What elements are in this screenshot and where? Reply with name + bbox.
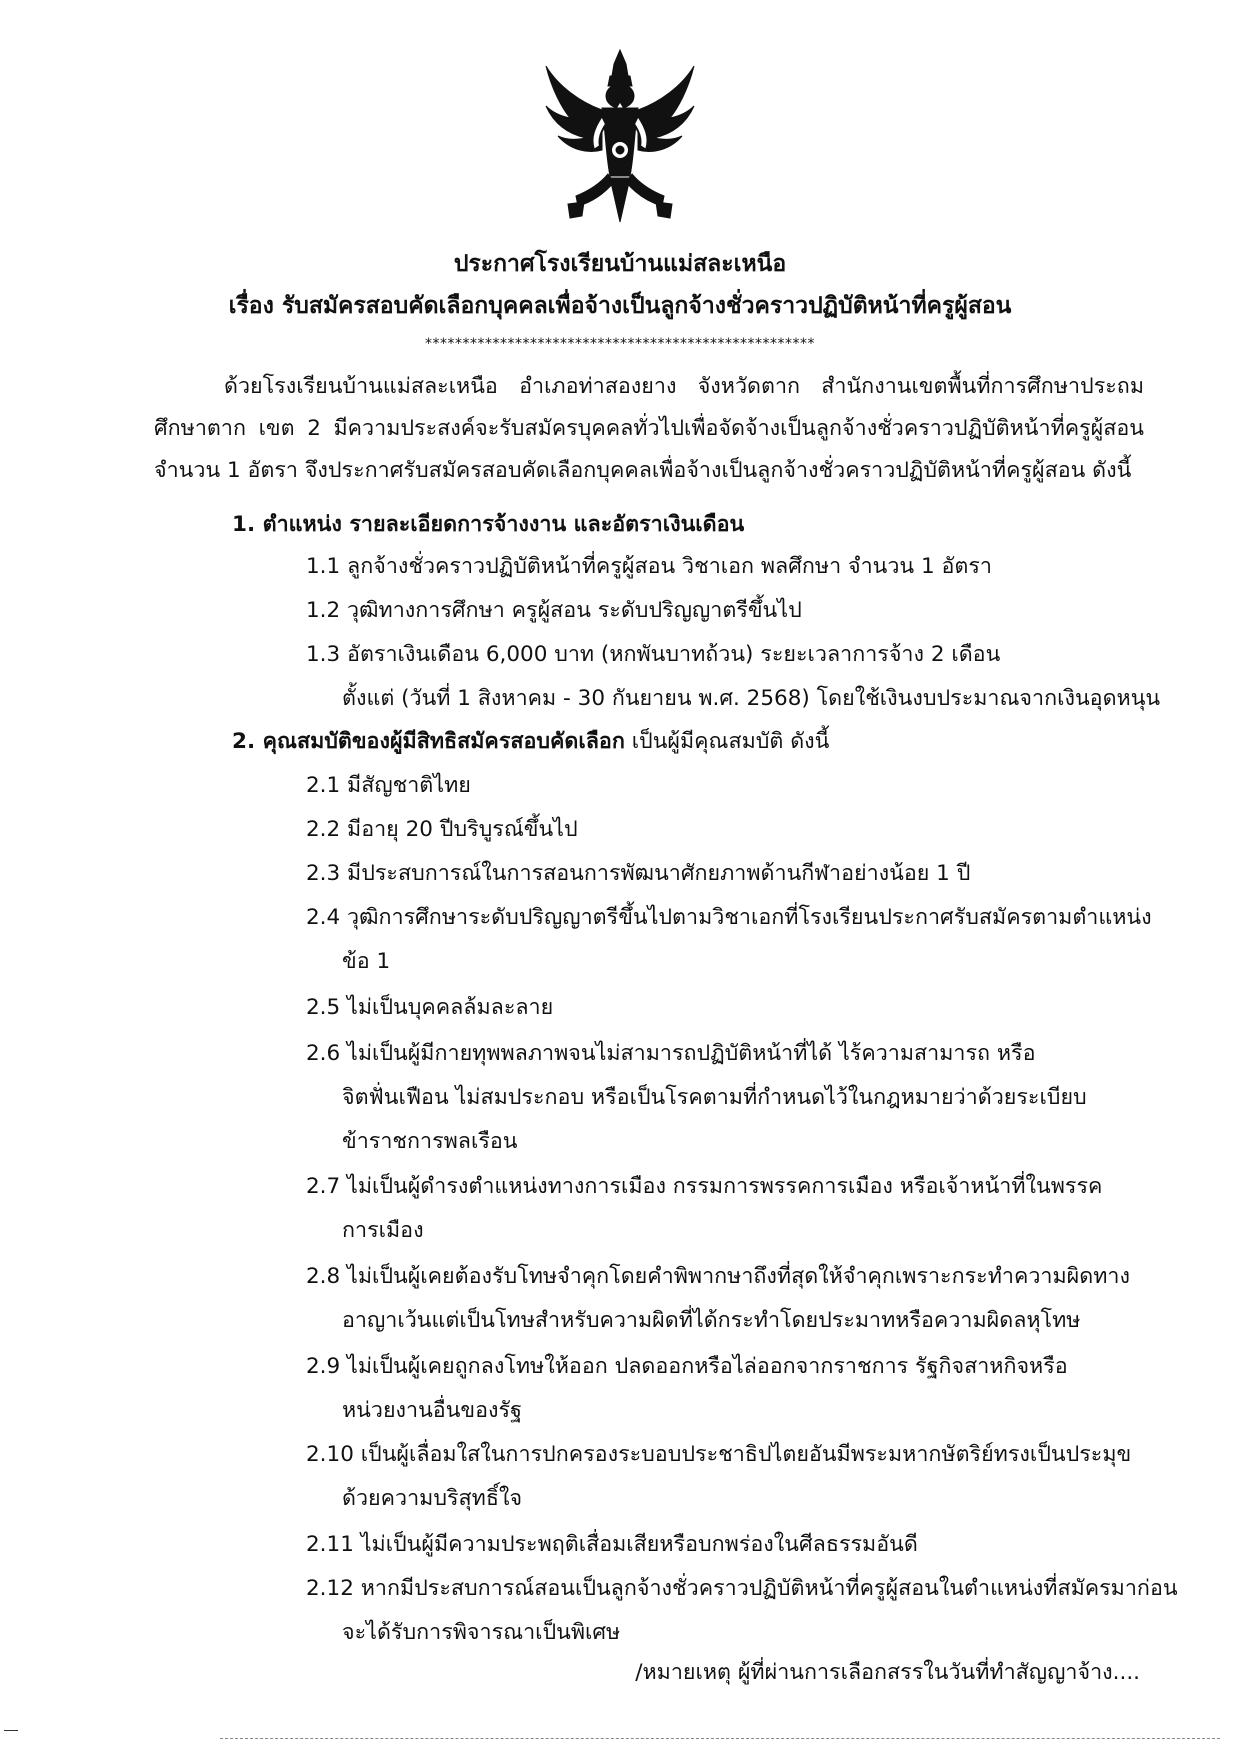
qualification-line: 2.12 หากมีประสบการณ์สอนเป็นลูกจ้างชั่วคราวปฏิบัติหน้าที่ครูผู้สอนในตำแหน่งที่สมัครมาก่อน: [306, 1576, 1178, 1601]
qualification-line: 2.6 ไม่เป็นผู้มีกายทุพพลภาพจนไม่สามารถปฏิบัติหน้าที่ได้ ไร้ความสามารถ หรือ: [306, 1041, 1036, 1066]
garuda-emblem-icon: [540, 46, 700, 226]
qualification-line-continued: ข้าราชการพลเรือน: [342, 1129, 518, 1154]
qualification-line-continued: จิตฟั่นเฟือน ไม่สมประกอบ หรือเป็นโรคตามที่กำหนดไว้ในกฎหมายว่าด้วยระเบียบ: [342, 1085, 1087, 1110]
qualification-line-continued: หน่วยงานอื่นของรัฐ: [342, 1398, 522, 1423]
section-2-heading: [232, 727, 829, 757]
qualification-line-continued: การเมือง: [342, 1218, 424, 1243]
announcement-subject: เรื่อง รับสมัครสอบคัดเลือกบุคคลเพื่อจ้างเป็นลูกจ้างชั่วคราวปฏิบัติหน้าที่ครูผู้สอน: [228, 293, 1012, 319]
section-2-heading-rest: เป็นผู้มีคุณสมบัติ ดังนี้: [624, 729, 830, 754]
qualification-line: 2.9 ไม่เป็นผู้เคยถูกลงโทษให้ออก ปลดออกหรือไล่ออกจากราชการ รัฐกิจสาหกิจหรือ: [306, 1354, 1068, 1379]
qualification-line-continued: จะได้รับการพิจารณาเป็นพิเศษ: [342, 1620, 621, 1645]
separator-line: ****************************************************: [425, 336, 815, 352]
page-bottom-rule: [220, 1738, 1220, 1739]
edge-mark: [4, 1730, 18, 1731]
section-1-item: 1.2 วุฒิทางการศึกษา ครูผู้สอน ระดับปริญญาตรีขึ้นไป: [306, 598, 802, 623]
qualification-line: 2.10 เป็นผู้เลื่อมใสในการปกครองระบอบประชาธิปไตยอันมีพระมหากษัตริย์ทรงเป็นประมุข: [306, 1442, 1132, 1467]
qualification-line: 2.7 ไม่เป็นผู้ดำรงตำแหน่งทางการเมือง กรรมการพรรคการเมือง หรือเจ้าหน้าที่ในพรรค: [306, 1174, 1103, 1199]
intro-text: ด้วยโรงเรียนบ้านแม่สละเหนือ อำเภอท่าสองยาง จังหวัดตาก สำนักงานเขตพื้นที่การศึกษาประถมศึกษาตาก เขต 2 มีความประสงค์จะรับสมัครบุคคลทั่วไปเพื่อจัดจ้างเป็นลูกจ้างชั่วคราวปฏิบัติหน้าที่ครูผู้สอน จำนวน 1 อัตรา จึงประกาศรับสมัครสอบคัดเลือกบุคคลเพื่อจ้างเป็นลูกจ้างชั่วคราวปฏิบัติหน้าที่ครูผู้สอน ดังนี้: [154, 374, 1144, 483]
section-1-item: 1.1 ลูกจ้างชั่วคราวปฏิบัติหน้าที่ครูผู้สอน วิชาเอก พลศึกษา จำนวน 1 อัตรา: [306, 554, 992, 579]
qualification-line-continued: อาญาเว้นแต่เป็นโทษสำหรับความผิดที่ได้กระทำโดยประมาทหรือความผิดลหุโทษ: [342, 1308, 1081, 1333]
footer-note: /หมายเหตุ ผู้ที่ผ่านการเลือกสรรในวันที่ทำสัญญาจ้าง....: [635, 1660, 1140, 1685]
section-2-heading-bold: 2. คุณสมบัติของผู้มีสิทธิสมัครสอบคัดเลือก: [232, 729, 625, 754]
qualification-line: 2.4 วุฒิการศึกษาระดับปริญญาตรีขึ้นไปตามวิชาเอกที่โรงเรียนประกาศรับสมัครตามตำแหน่ง: [306, 905, 1152, 930]
qualification-line: 2.3 มีประสบการณ์ในการสอนการพัฒนาศักยภาพด้านกีฬาอย่างน้อย 1 ปี: [306, 861, 971, 886]
qualification-line-continued: ข้อ 1: [342, 949, 391, 974]
announcement-title: ประกาศโรงเรียนบ้านแม่สละเหนือ: [453, 251, 787, 277]
qualification-line: 2.5 ไม่เป็นบุคคลล้มละลาย: [306, 995, 554, 1020]
qualification-line-continued: ด้วยความบริสุทธิ์ใจ: [342, 1486, 523, 1511]
qualification-line: 2.1 มีสัญชาติไทย: [306, 773, 471, 798]
section-1-heading: 1. ตำแหน่ง รายละเอียดการจ้างงาน และอัตราเงินเดือน: [232, 512, 745, 537]
intro-paragraph: [154, 366, 1144, 492]
qualification-line: 2.2 มีอายุ 20 ปีบริบูรณ์ขึ้นไป: [306, 817, 578, 842]
qualification-line: 2.8 ไม่เป็นผู้เคยต้องรับโทษจำคุกโดยคำพิพากษาถึงที่สุดให้จำคุกเพราะกระทำความผิดทาง: [306, 1264, 1130, 1289]
section-1-item: 1.3 อัตราเงินเดือน 6,000 บาท (หกพันบาทถ้วน) ระยะเวลาการจ้าง 2 เดือน: [306, 642, 1001, 667]
section-1-item-continued: ตั้งแต่ (วันที่ 1 สิงหาคม - 30 กันยายน พ.ศ. 2568) โดยใช้เงินงบประมาณจากเงินอุดหนุน: [342, 686, 1161, 711]
qualification-line: 2.11 ไม่เป็นผู้มีความประพฤติเสื่อมเสียหรือบกพร่องในศีลธรรมอันดี: [306, 1532, 918, 1557]
